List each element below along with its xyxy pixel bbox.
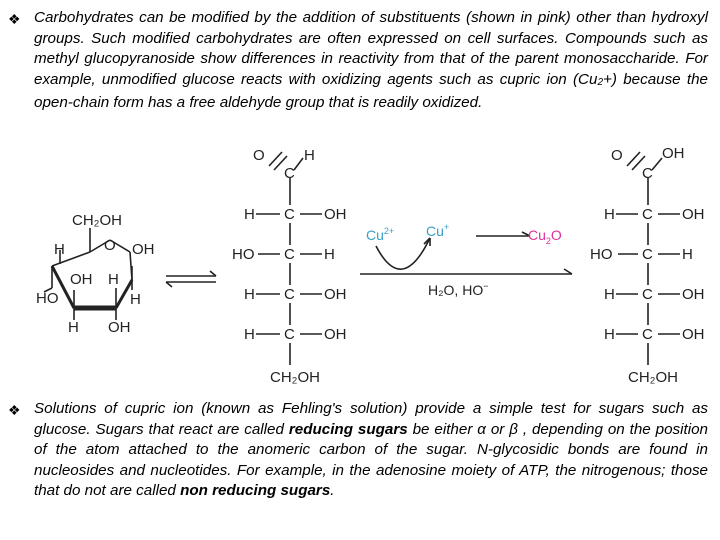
ring-labels [36,212,155,336]
row-left: H [244,286,255,303]
bullet-diamond-icon: ❖ [8,11,21,27]
cuprous-oxide: $Cu_2O$ [528,227,562,246]
row-left: H [604,326,615,343]
ring-ch2oh: CH₂OH [72,212,122,229]
carbon-label: C [284,326,295,343]
paragraph-body: be either α or β , depending on the position of the atom attached to the anomeric carbon of the sugar. N-glycosidic bonds are found in nucleosides and nucleotides. For example, in the adenosine moiety of ATP, the nitrogenous; those that do not are called [34,420,708,500]
paragraph-reducing-oxidation [8,8,708,114]
paragraph-text [34,8,708,114]
paragraph-fehling-test [8,399,708,502]
row-right: OH [324,206,347,223]
carbon-label: C [642,246,653,263]
row-left: H [244,206,255,223]
row-left: H [604,286,615,303]
row-right: OH [682,206,705,223]
paragraph-body: Carbohydrates can be modified by the addition of substituents (shown in pink) other than hydroxyl groups. Such modified carbohydrates are often expressed on cell surfaces. Compounds such as methyl glucopyranoside show differences in reactivity from that of the parent monosaccharide. For example, unmodified glucose reacts with oxidizing agents such as cupric ion (Cu [34,9,708,88]
row-right: OH [682,286,705,303]
ring-label-h: H [68,319,79,336]
paragraph-body-end: +) because the open-chain form has a free aldehyde group that is readily oxidized. [34,70,708,112]
row-left: H [244,326,255,343]
row-left: HO [590,246,613,263]
ring-label-ho: HO [36,290,59,307]
cuprous-ion: Cu+ [426,222,450,239]
row-right: H [682,246,693,263]
row-left: HO [232,246,255,263]
chain-bottom: CH₂OH [270,369,320,386]
row-right: OH [324,286,347,303]
ring-oxygen: O [104,237,116,254]
ring-label-h: H [130,291,141,308]
row-right: OH [682,326,705,343]
c1-hydrogen: H [304,147,315,164]
paragraph-end: . [330,482,335,500]
c1-hydroxyl: OH [662,145,685,162]
glucose-oxidation-diagram [30,140,710,392]
row-left: H [604,206,615,223]
ring-label-oh: OH [132,241,155,258]
carbon-label: C [642,165,653,182]
reaction-labels [366,222,562,298]
ring-label-oh: OH [108,319,131,336]
carbon-label: C [284,206,295,223]
chain-bottom: CH₂OH [628,369,678,386]
carbon-label: C [642,286,653,303]
paragraph-body: Solutions of cupric ion (known as Fehling's solution) provide a simple test for sugars such as glucose. Sugars that react are called [34,400,708,438]
carbon-label: C [284,165,295,182]
carbon-label: C [642,326,653,343]
charge-subscript: 2 [597,76,604,88]
reaction-conditions: H₂O, HO− [428,281,489,298]
c1-oxygen: O [611,147,623,164]
bullet-diamond-icon: ❖ [8,402,21,418]
paragraph-text [34,399,708,502]
row-right: OH [324,326,347,343]
ring-label-h: H [108,271,119,288]
carbon-label: C [284,246,295,263]
c1-oxygen: O [253,147,265,164]
row-right: H [324,246,335,263]
ring-label-oh: OH [70,271,93,288]
cupric-ion: $Cu^{2+}$ [366,226,395,243]
ring-label-h: H [54,241,65,258]
term-reducing-sugars: reducing sugars [288,420,408,438]
term-non-reducing-sugars: non reducing sugars [180,482,331,500]
carbon-label: C [642,206,653,223]
carbon-label: C [284,286,295,303]
